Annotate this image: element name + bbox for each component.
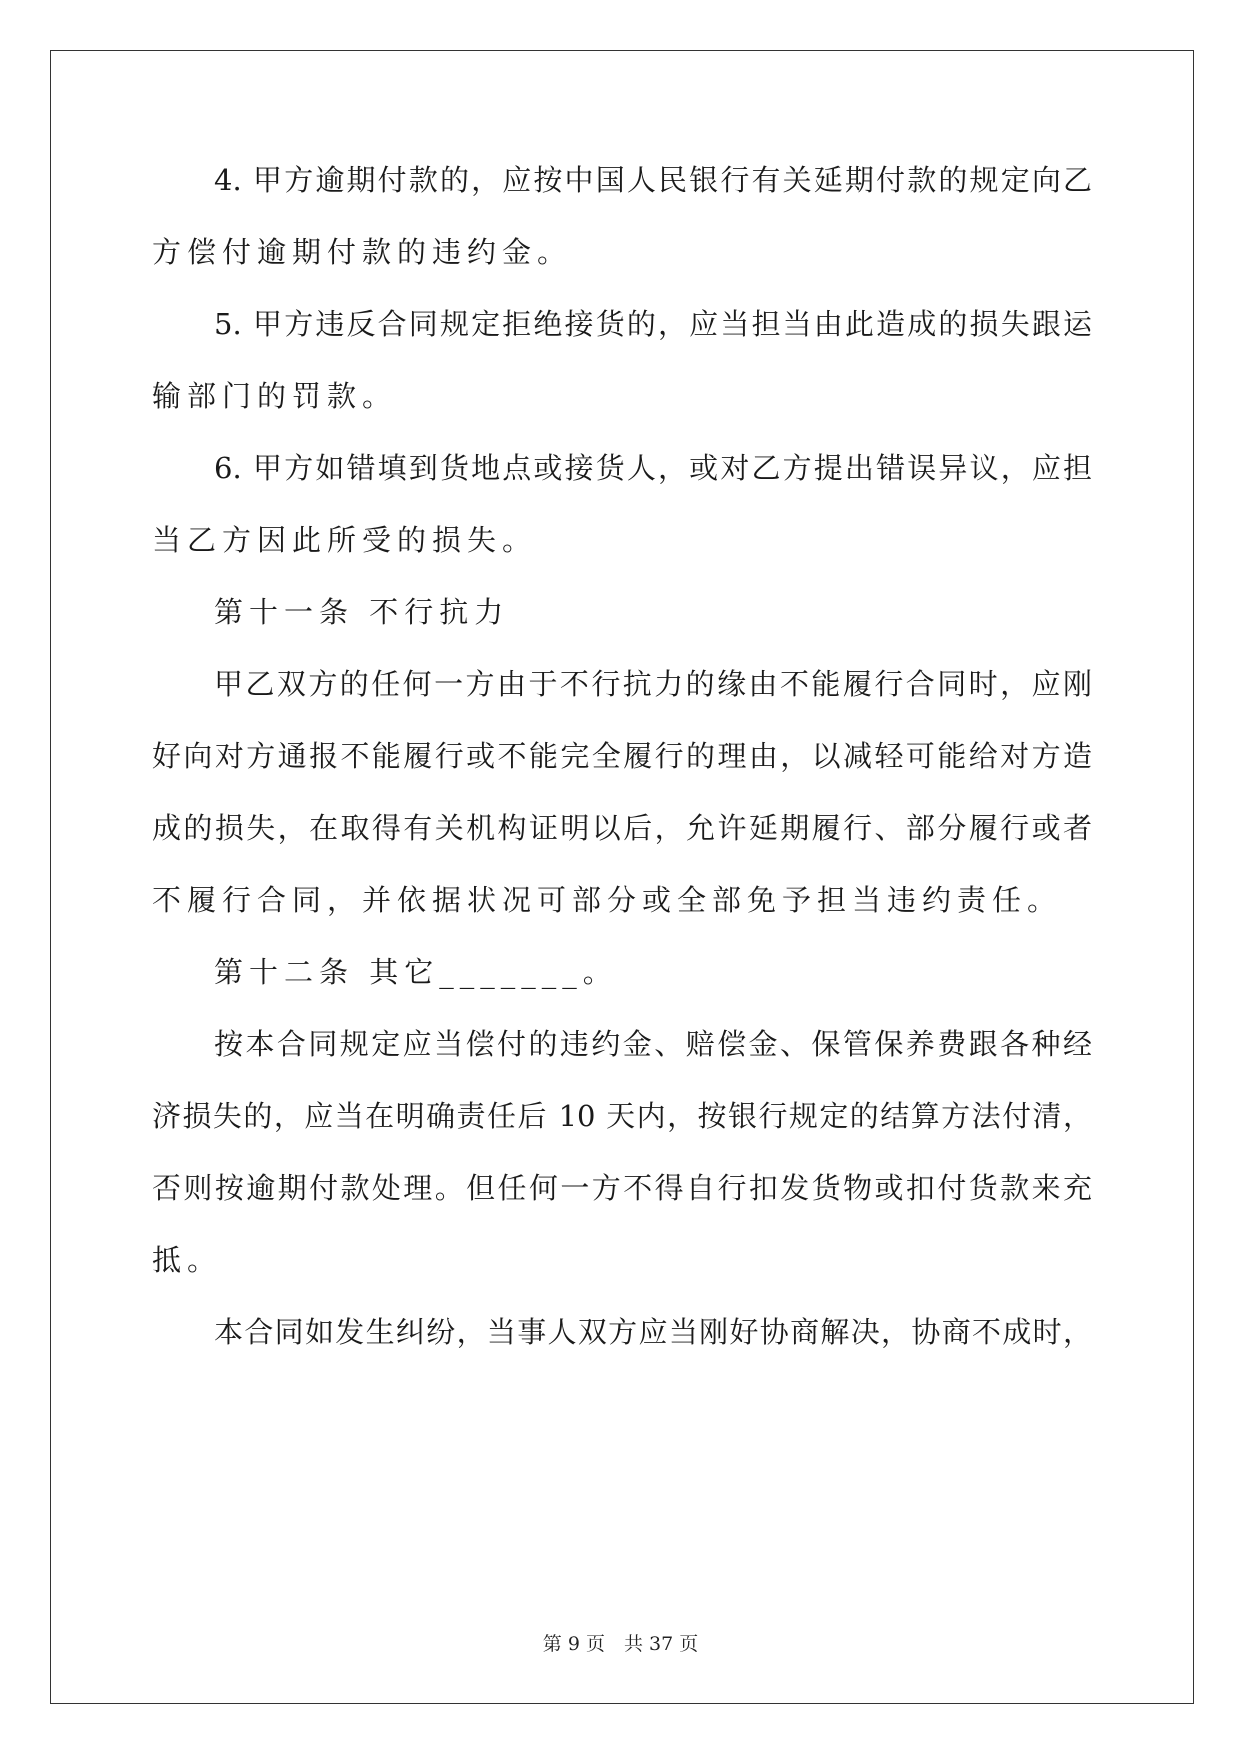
text-line: 不履行合同，并依据状况可部分或全部免予担当违约责任。 bbox=[152, 883, 1063, 917]
section-heading: 第十二条 其它_______。 bbox=[214, 955, 618, 989]
text-line: 4. 甲方逾期付款的，应按中国人民银行有关延期付款的规定向乙 bbox=[214, 163, 1092, 197]
text-line: 本合同如发生纠纷，当事人双方应当刚好协商解决，协商不成时， bbox=[214, 1315, 1092, 1349]
text-line: 按本合同规定应当偿付的违约金、赔偿金、保管保养费跟各种经 bbox=[214, 1027, 1092, 1061]
text-line: 成的损失，在取得有关机构证明以后，允许延期履行、部分履行或者 bbox=[152, 811, 1092, 845]
text-line: 6. 甲方如错填到货地点或接货人，或对乙方提出错误异议，应担 bbox=[214, 451, 1092, 485]
section-heading: 第十一条 不行抗力 bbox=[214, 595, 510, 629]
page-number-footer: 第 9 页 共 37 页 bbox=[542, 1633, 699, 1655]
text-line: 5. 甲方违反合同规定拒绝接货的，应当担当由此造成的损失跟运 bbox=[214, 307, 1092, 341]
text-line: 否则按逾期付款处理。但任何一方不得自行扣发货物或扣付货款来充 bbox=[152, 1171, 1092, 1205]
text-line: 输部门的罚款。 bbox=[152, 379, 398, 413]
page-border bbox=[50, 50, 1194, 1704]
text-line: 抵。 bbox=[152, 1243, 223, 1277]
text-line: 好向对方通报不能履行或不能完全履行的理由，以减轻可能给对方造 bbox=[152, 739, 1092, 773]
text-line: 当乙方因此所受的损失。 bbox=[152, 523, 538, 557]
text-line: 方偿付逾期付款的违约金。 bbox=[152, 235, 573, 269]
text-line: 甲乙双方的任何一方由于不行抗力的缘由不能履行合同时，应刚 bbox=[214, 667, 1092, 701]
text-line: 济损失的，应当在明确责任后 10 天内，按银行规定的结算方法付清， bbox=[152, 1099, 1092, 1133]
